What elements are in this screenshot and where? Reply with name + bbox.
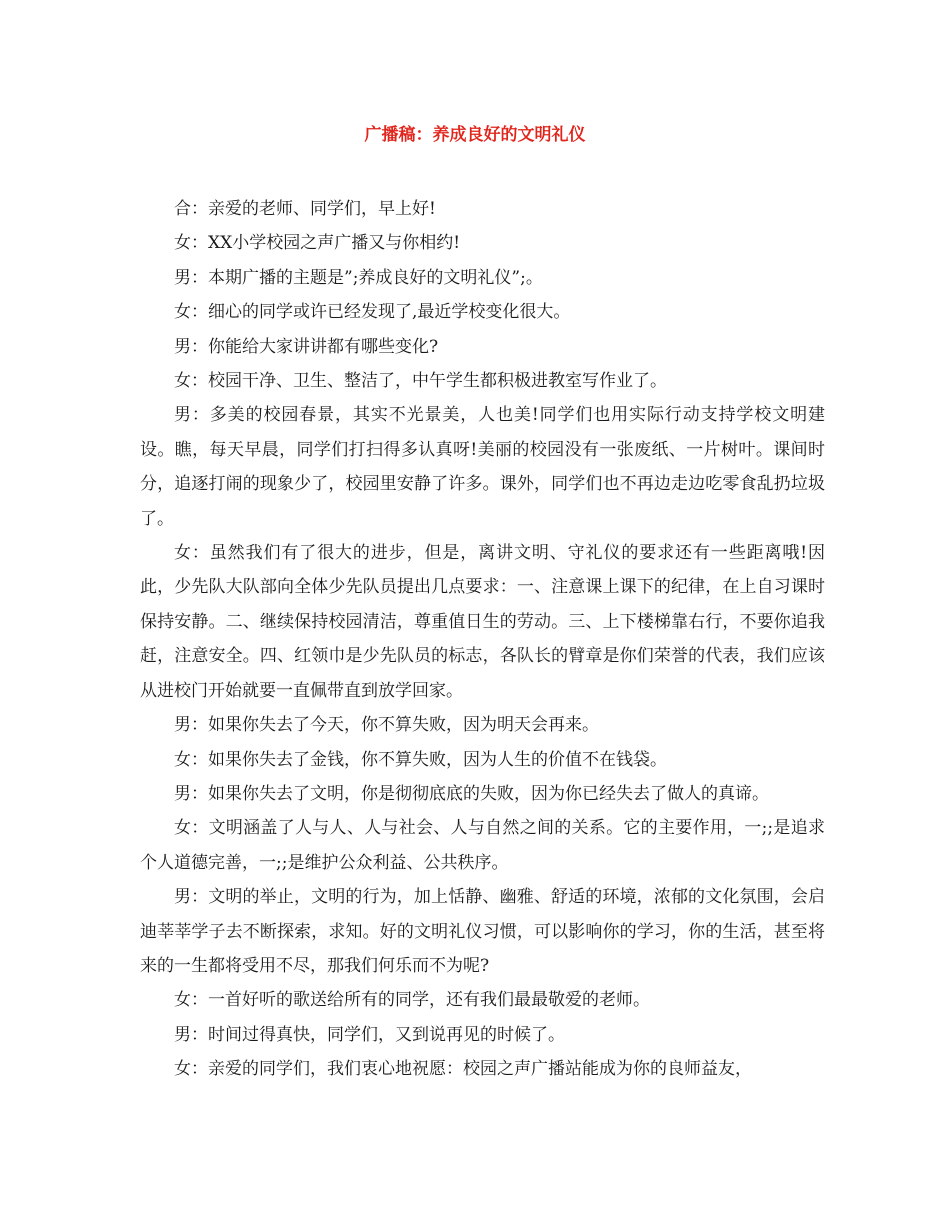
document-body	[140, 192, 825, 1087]
paragraph: 男：时间过得真快，同学们，又到说再见的时候了。	[174, 1024, 565, 1045]
paragraph: 男：你能给大家讲讲都有哪些变化?	[174, 336, 439, 357]
paragraph: 女：校园干净、卫生、整洁了，中午学生都积极进教室写作业了。	[174, 371, 667, 392]
paragraph: 男：如果你失去了文明，你是彻彻底底的失败，因为你已经失去了做人的真谛。	[174, 783, 769, 804]
paragraph: 女：一首好听的歌送给所有的同学，还有我们最最敬爱的老师。	[174, 990, 650, 1011]
paragraph: 女：亲爱的同学们，我们衷心地祝愿：校园之声广播站能成为你的良师益友，	[174, 1059, 752, 1080]
paragraph: 女：文明涵盖了人与人、人与社会、人与自然之间的关系。它的主要作用，一;;是追求个人道德完善，一;;是维护公众利益、公共秩序。	[140, 818, 825, 873]
paragraph: 女：XX小学校园之声广播又与你相约!	[174, 233, 461, 254]
paragraph: 男：文明的举止，文明的行为，加上恬静、幽雅、舒适的环境，浓郁的文化氛围，会启迪莘莘学子去不断探索，求知。好的文明礼仪习惯，可以影响你的学习，你的生活，甚至将来的一生都将受用不尽，那我们何乐而不为呢?	[140, 887, 825, 976]
paragraph: 女：如果你失去了金钱，你不算失败，因为人生的价值不在钱袋。	[174, 749, 667, 770]
paragraph: 女：细心的同学或许已经发现了,最近学校变化很大。	[174, 302, 571, 323]
paragraph: 男：本期广播的主题是”;养成良好的文明礼仪”;。	[174, 267, 543, 288]
paragraph: 女：虽然我们有了很大的进步，但是，离讲文明、守礼仪的要求还有一些距离哦!因此，少先队大队部向全体少先队员提出几点要求：一、注意课上课下的纪律，在上自习课时保持安静。二、继续保持校园清洁，尊重值日生的劳动。三、上下楼梯靠右行，不要你追我赶，注意安全。四、红领巾是少先队员的标志，各队长的臂章是你们荣誉的代表，我们应该从进校门开始就要一直佩带直到放学回家。	[140, 543, 825, 701]
paragraph: 男：多美的校园春景，其实不光景美，人也美!同学们也用实际行动支持学校文明建设。瞧，每天早晨，同学们打扫得多认真呀!美丽的校园没有一张废纸、一片树叶。课间时分，追逐打闹的现象少了，校园里安静了许多。课外，同学们也不再边走边吃零食乱扔垃圾了。	[140, 405, 825, 529]
document-title: 广播稿：养成良好的文明礼仪	[364, 125, 586, 145]
paragraph: 合：亲爱的老师、同学们，早上好!	[174, 199, 436, 219]
paragraph: 男：如果你失去了今天，你不算失败，因为明天会再来。	[174, 715, 599, 736]
